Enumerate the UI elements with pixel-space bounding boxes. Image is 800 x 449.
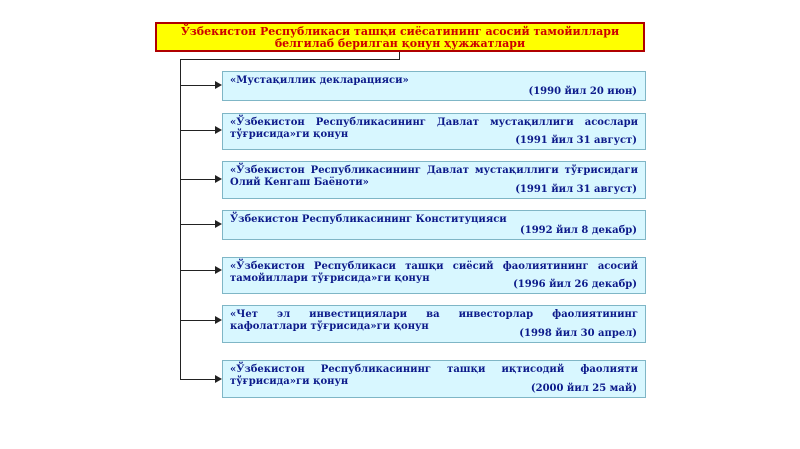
document-box-7 (222, 360, 646, 398)
branch-line-4 (180, 224, 215, 225)
document-title: «Ўзбекистон Республикасининг Давлат мустақиллиги асослари тўғрисида»ги қонун (230, 117, 638, 140)
connector-vertical-top (399, 52, 400, 60)
document-title: «Ўзбекистон Республикасининг ташқи иқтисодий фаолияти тўғрисида»ги қонун (230, 364, 638, 387)
arrow-icon (215, 220, 222, 228)
connector-horizontal-top (180, 59, 400, 60)
document-date: (1996 йил 26 декабр) (513, 279, 637, 290)
document-date: (2000 йил 25 май) (530, 383, 637, 394)
document-box-2 (222, 113, 646, 150)
branch-line-3 (180, 179, 215, 180)
document-date: (1992 йил 8 декабр) (520, 225, 637, 236)
document-title: «Чет эл инвестициялари ва инвесторлар фаолиятининг кафолатлари тўғрисида»ги қонун (230, 309, 638, 332)
document-box-6 (222, 305, 646, 343)
document-box-5 (222, 257, 646, 294)
document-date: (1991 йил 31 август) (515, 135, 637, 146)
arrow-icon (215, 81, 222, 89)
document-title: Ўзбекистон Республикасининг Конституцияси (230, 214, 507, 225)
document-box-1 (222, 71, 646, 101)
branch-line-2 (180, 130, 215, 131)
document-box-4 (222, 210, 646, 240)
document-date: (1991 йил 31 август) (515, 184, 637, 195)
diagram-title: Ўзбекистон Республикаси ташқи сиёсатининг асосий тамойиллари белгилаб берилган қонун ҳужжатлари (155, 22, 645, 52)
document-title: «Мустақиллик декларацияси» (230, 75, 409, 86)
arrow-icon (215, 175, 222, 183)
branch-line-7 (180, 379, 215, 380)
arrow-icon (215, 126, 222, 134)
arrow-icon (215, 266, 222, 274)
branch-line-6 (180, 320, 215, 321)
document-title: «Ўзбекистон Республикасининг Давлат мустақиллиги тўғрисидаги Олий Кенгаш Баёноти» (230, 165, 638, 188)
document-title: «Ўзбекистон Республикаси ташқи сиёсий фаолиятининг асосий тамойиллари тўғрисида»ги қонун (230, 261, 638, 284)
document-date: (1998 йил 30 апрел) (519, 328, 637, 339)
arrow-icon (215, 375, 222, 383)
arrow-icon (215, 316, 222, 324)
branch-line-1 (180, 85, 215, 86)
document-date: (1990 йил 20 июн) (528, 86, 637, 97)
document-box-3 (222, 161, 646, 199)
branch-line-5 (180, 270, 215, 271)
connector-trunk (180, 59, 181, 379)
